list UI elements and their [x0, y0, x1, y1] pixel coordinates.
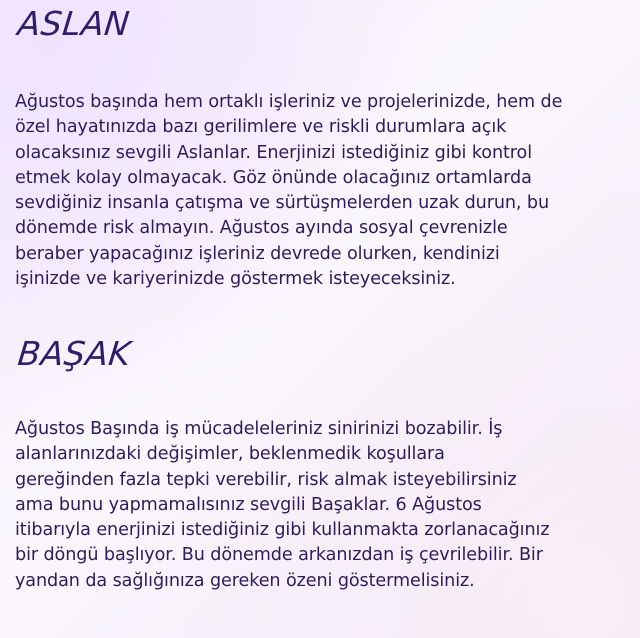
body-line: Ağustos başında hem ortaklı işleriniz ve projelerinizde, hem de	[15, 92, 563, 112]
section-body-basak	[15, 417, 635, 594]
body-line: özel hayatınızda bazı gerilimlere ve riskli durumlara açık	[15, 117, 507, 138]
body-line: işinizde ve kariyerinizde göstermek isteyeceksiniz.	[15, 269, 456, 290]
body-line: sevdiğiniz insanla çatışma ve sürtüşmelerden uzak durun, bu	[15, 193, 550, 214]
section-title-aslan: ASLAN	[15, 4, 132, 43]
body-line: gereğinden fazla tepki verebilir, risk almak isteyebilirsiniz	[15, 469, 517, 490]
section-title-basak: BAŞAK	[15, 334, 133, 373]
body-line: bir döngü başlıyor. Bu dönemde arkanızdan iş çevrilebilir. Bir	[15, 545, 543, 566]
section-body-aslan	[15, 90, 635, 292]
body-line: itibarıyla enerjinizi istediğiniz gibi kullanmakta zorlanacağınız	[15, 520, 550, 541]
body-line: etmek kolay olmayacak. Göz önünde olacağınız ortamlarda	[15, 167, 532, 188]
body-line: Ağustos Başında iş mücadeleleriniz sinirinizi bozabilir. İş	[15, 419, 503, 439]
body-line: alanlarınızdaki değişimler, beklenmedik koşullara	[15, 444, 445, 465]
body-line: olacaksınız sevgili Aslanlar. Enerjinizi istediğiniz gibi kontrol	[15, 142, 533, 163]
body-line: dönemde risk almayın. Ağustos ayında sosyal çevrenizle	[15, 218, 508, 239]
body-line: ama bunu yapmamalısınız sevgili Başaklar. 6 Ağustos	[15, 494, 482, 515]
body-line: yandan da sağlığınıza gereken özeni göstermelisiniz.	[15, 570, 475, 591]
body-line: beraber yapacağınız işleriniz devrede olurken, kendinizi	[15, 243, 500, 264]
